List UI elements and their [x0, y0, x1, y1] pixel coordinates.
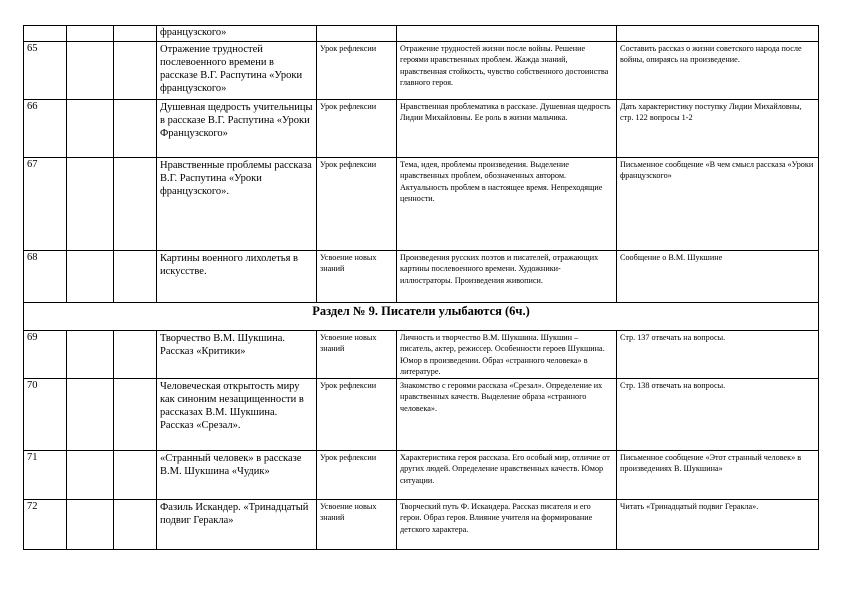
lesson-type-cell: Урок рефлексии — [317, 451, 397, 500]
table-row — [24, 158, 819, 251]
date-plan-cell — [67, 251, 114, 303]
topic-cell: французского» — [157, 26, 317, 42]
section-row — [24, 303, 819, 331]
homework-cell: Письменное сообщение «Этот странный человек» в произведениях В. Шукшина» — [617, 451, 819, 500]
row-number-cell: 66 — [24, 100, 67, 158]
homework-cell: Читать «Тринадцатый подвиг Геракла». — [617, 500, 819, 550]
date-fact-cell — [114, 331, 157, 379]
content-cell: Нравственная проблематика в рассказе. Душевная щедрость Лидии Михайловны. Ее роль в жизни мальчика. — [397, 100, 617, 158]
table-row — [24, 500, 819, 550]
lesson-type-cell: Урок рефлексии — [317, 42, 397, 100]
row-number-cell: 68 — [24, 251, 67, 303]
date-plan-cell — [67, 100, 114, 158]
section-header-body — [24, 303, 819, 331]
date-fact-cell — [114, 26, 157, 42]
date-fact-cell — [114, 158, 157, 251]
row-number-cell: 72 — [24, 500, 67, 550]
date-plan-cell — [67, 42, 114, 100]
content-cell: Знакомство с героями рассказа «Срезал». Определение их нравственных качеств. Выделение образа «странного человека». — [397, 379, 617, 451]
table-row — [24, 26, 819, 42]
content-cell: Творческий путь Ф. Искандера. Рассказ писателя и его герои. Образ героя. Влияние учителя на формирование детского характера. — [397, 500, 617, 550]
lesson-type-cell: Урок рефлексии — [317, 158, 397, 251]
row-number-cell: 65 — [24, 42, 67, 100]
table-body-bottom — [24, 331, 819, 550]
date-plan-cell — [67, 451, 114, 500]
lesson-type-cell: Урок рефлексии — [317, 100, 397, 158]
topic-cell: Отражение трудностей послевоенного времени в рассказе В.Г. Распутина «Уроки французского» — [157, 42, 317, 100]
date-plan-cell — [67, 500, 114, 550]
table-row — [24, 451, 819, 500]
row-number-cell: 69 — [24, 331, 67, 379]
topic-cell: «Странный человек» в рассказе В.М. Шукшина «Чудик» — [157, 451, 317, 500]
table-body-top — [24, 26, 819, 303]
content-cell — [397, 26, 617, 42]
date-fact-cell — [114, 251, 157, 303]
date-plan-cell — [67, 26, 114, 42]
date-fact-cell — [114, 100, 157, 158]
lesson-type-cell: Урок рефлексии — [317, 379, 397, 451]
homework-cell: Составить рассказ о жизни советского народа после войны, опираясь на произведение. — [617, 42, 819, 100]
row-number-cell: 67 — [24, 158, 67, 251]
lesson-type-cell: Усвоение новых знаний — [317, 331, 397, 379]
homework-cell: Сообщение о В.М. Шукшине — [617, 251, 819, 303]
date-plan-cell — [67, 331, 114, 379]
date-plan-cell — [67, 379, 114, 451]
content-cell: Тема, идея, проблемы произведения. Выделение нравственных проблем, обозначенных автором. Актуальность проблем в настоящее время. Непреходящие ценности. — [397, 158, 617, 251]
table-row — [24, 251, 819, 303]
row-number-cell: 70 — [24, 379, 67, 451]
homework-cell: Стр. 138 отвечать на вопросы. — [617, 379, 819, 451]
date-fact-cell — [114, 42, 157, 100]
content-cell: Личность и творчество В.М. Шукшина. Шукшин – писатель, актер, режиссер. Особенности героев Шукшина. Юмор в произведении. Образ «странного человека» в литературе. — [397, 331, 617, 379]
date-plan-cell — [67, 158, 114, 251]
topic-cell: Творчество В.М. Шукшина. Рассказ «Критики» — [157, 331, 317, 379]
homework-cell: Дать характеристику поступку Лидии Михайловны, стр. 122 вопросы 1-2 — [617, 100, 819, 158]
content-cell: Произведения русских поэтов и писателей, отражающих картины послевоенного времени. Художники-иллюстраторы. Произведения живописи. — [397, 251, 617, 303]
homework-cell: Стр. 137 отвечать на вопросы. — [617, 331, 819, 379]
content-cell: Характеристика героя рассказа. Его особый мир, отличие от других людей. Определение нравственных качеств. Юмор ситуации. — [397, 451, 617, 500]
topic-cell: Фазиль Искандер. «Тринадцатый подвиг Геракла» — [157, 500, 317, 550]
lesson-plan-table — [23, 25, 819, 550]
section-title: Раздел № 9. Писатели улыбаются (6ч.) — [24, 303, 819, 331]
date-fact-cell — [114, 500, 157, 550]
topic-cell: Картины военного лихолетья в искусстве. — [157, 251, 317, 303]
table-row — [24, 379, 819, 451]
table-row — [24, 331, 819, 379]
table-row — [24, 100, 819, 158]
date-fact-cell — [114, 451, 157, 500]
row-number-cell: 71 — [24, 451, 67, 500]
topic-cell: Нравственные проблемы рассказа В.Г. Распутина «Уроки французского». — [157, 158, 317, 251]
lesson-type-cell — [317, 26, 397, 42]
lesson-type-cell: Усвоение новых знаний — [317, 500, 397, 550]
row-number-cell — [24, 26, 67, 42]
table-row — [24, 42, 819, 100]
homework-cell: Письменное сообщение «В чем смысл рассказа «Уроки французского» — [617, 158, 819, 251]
topic-cell: Человеческая открытость миру как синоним незащищенности в рассказах В.М. Шукшина. Рассказ «Срезал». — [157, 379, 317, 451]
homework-cell — [617, 26, 819, 42]
content-cell: Отражение трудностей жизни после войны. Решение героями нравственных проблем. Жажда знаний, нравственная стойкость, чувство собственного достоинства главного героя. — [397, 42, 617, 100]
date-fact-cell — [114, 379, 157, 451]
lesson-type-cell: Усвоение новых знаний — [317, 251, 397, 303]
topic-cell: Душевная щедрость учительницы в рассказе В.Г. Распутина «Уроки Французского» — [157, 100, 317, 158]
